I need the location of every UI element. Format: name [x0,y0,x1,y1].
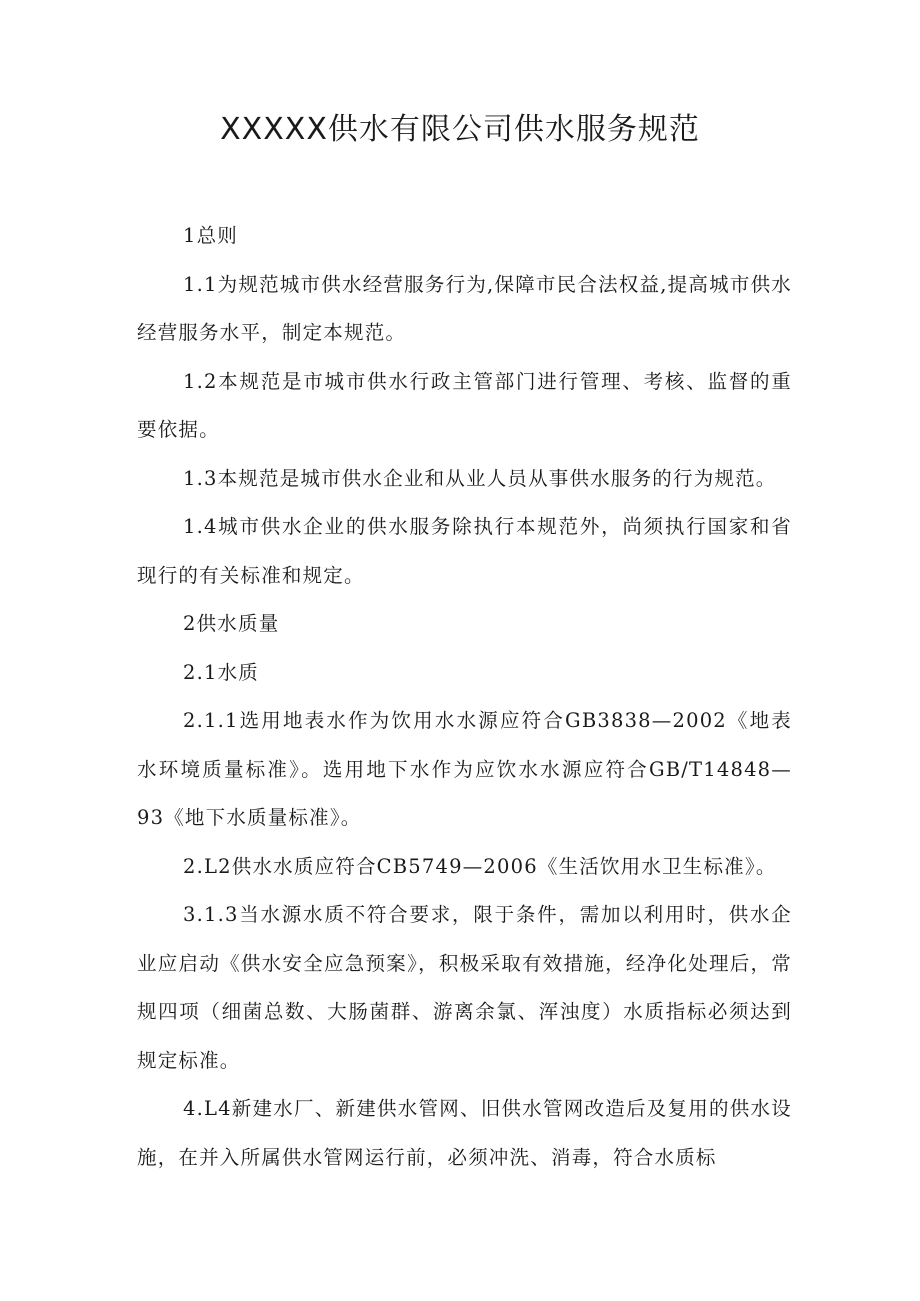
clause-2-1-3: 3.1.3当水源水质不符合要求，限于条件，需加以利用时，供水企业应启动《供水安全应急预案》，积极采取有效措施，经净化处理后，常规四项（细菌总数、大肠菌群、游离余氯、浑浊度）水质指标必须达到规定标准。 [137,903,792,1072]
clause-2-1-2: 2.L2供水水质应符合CB5749—2006《生活饮用水卫生标准》。 [183,854,777,878]
clause-2-1-1: 2.1.1选用地表水作为饮用水水源应符合GB3838—2002《地表水环境质量标准》。选用地下水作为应饮水水源应符合GB/T14848—93《地下水质量标准》。 [137,709,792,829]
clause-1-4: 1.4城市供水企业的供水服务除执行本规范外，尚须执行国家和省现行的有关标准和规定。 [137,515,792,587]
clause-1-1: 1.1为规范城市供水经营服务行为,保障市民合法权益,提高城市供水经营服务水平，制定本规范。 [137,272,792,344]
document-title: XXXXX供水有限公司供水服务规范 [220,112,700,147]
subsection-heading-water-quality: 2.1水质 [183,660,260,684]
clause-1-2: 1.2本规范是市城市供水行政主管部门进行管理、考核、监督的重要依据。 [137,369,792,441]
section-heading-general: 1总则 [183,224,239,247]
section-heading-water-quality: 2供水质量 [183,612,280,635]
document-body [137,212,792,1182]
clause-2-1-4: 4.L4新建水厂、新建供水管网、旧供水管网改造后及复用的供水设施，在并入所属供水管网运行前，必须冲洗、消毒，符合水质标 [137,1097,792,1169]
clause-1-3: 1.3本规范是城市供水企业和从业人员从事供水服务的行为规范。 [183,466,777,490]
